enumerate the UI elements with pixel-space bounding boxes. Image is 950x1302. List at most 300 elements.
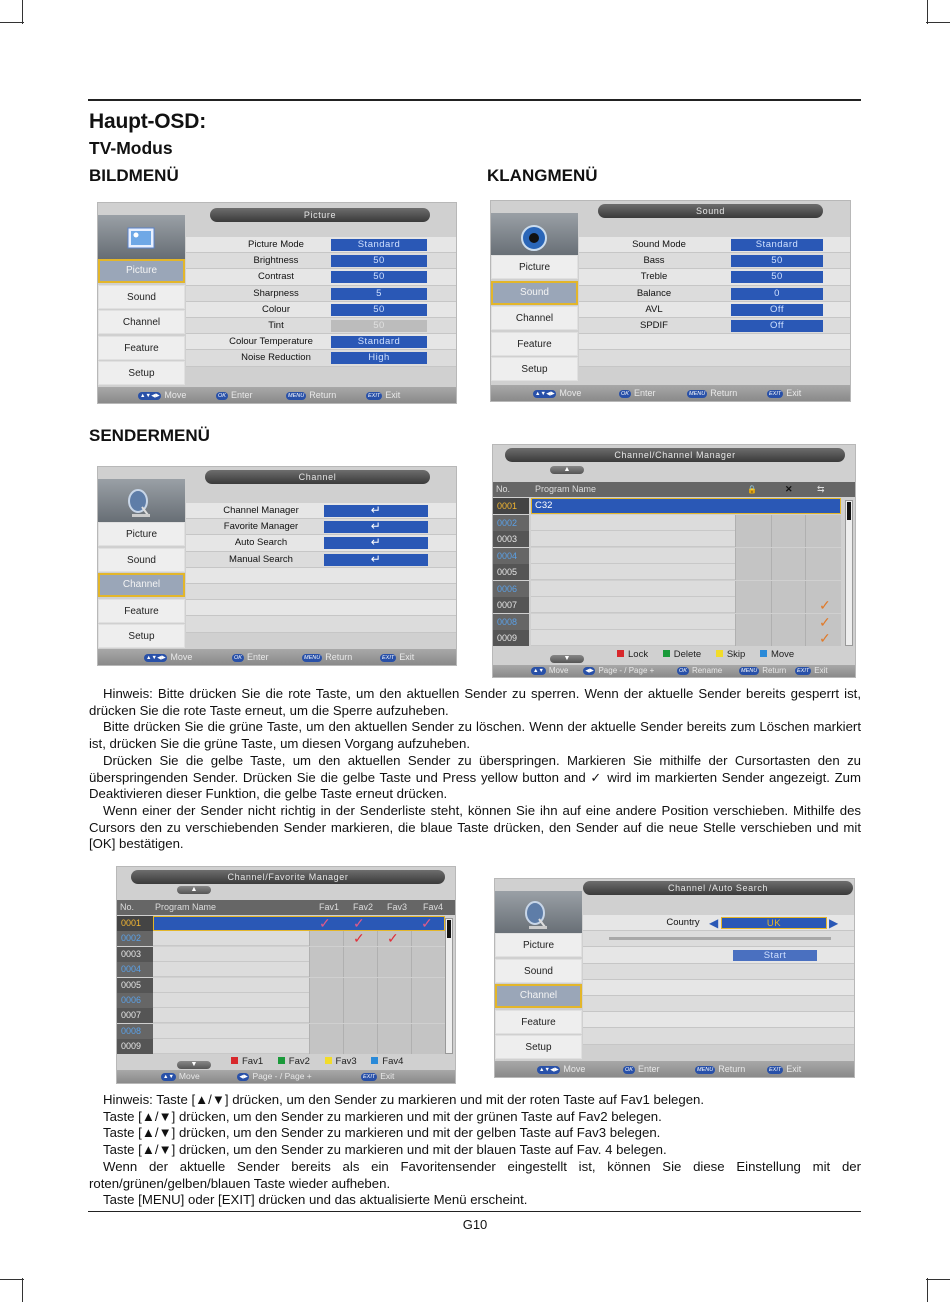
- picture-settings-list: [186, 237, 456, 367]
- sidebar-item-setup[interactable]: Setup: [98, 624, 185, 648]
- bottom-rule: [88, 1211, 861, 1212]
- exit-key-icon: EXIT: [382, 655, 395, 661]
- col-no: No.: [120, 902, 135, 912]
- menu-key-icon: MENU: [689, 391, 706, 397]
- setting-row[interactable]: [186, 535, 456, 551]
- channel-number: 0003: [493, 531, 529, 547]
- flag-cell: [771, 597, 807, 613]
- auto-search-title: Channel /Auto Search: [583, 881, 853, 895]
- setting-row-empty: [583, 1012, 854, 1028]
- channel-number: 0001: [493, 498, 529, 514]
- setting-label: Manual Search: [229, 553, 293, 565]
- picture-menu-sidebar: [98, 259, 185, 387]
- fav-cell: [377, 993, 411, 1008]
- channel-list-rows: [493, 498, 845, 648]
- paragraph: Hinweis: Bitte drücken Sie die rote Taste, um den aktuellen Sender zu sperren. Wenn der aktuelle Sender bereits gesperrt ist, drücken Sie die rote Taste erneut, um die Sperre aufzuheben.: [89, 686, 861, 718]
- paragraph: Taste [▲/▼] drücken, um den Sender zu markieren und mit der blauen Taste auf Fav. 4 belegen.: [103, 1142, 667, 1158]
- fav-cell: [411, 931, 445, 946]
- leftright-key-icon: ◀▶: [585, 668, 594, 674]
- menu-key-icon: MENU: [304, 655, 321, 661]
- picture-menu-title: Picture: [210, 208, 430, 222]
- hint-move: ▲▼ Move: [533, 666, 569, 675]
- program-name-field: [153, 978, 309, 993]
- progress-row: [583, 931, 854, 947]
- favorite-row[interactable]: [117, 978, 433, 993]
- fav-check-icon: ✓: [353, 915, 365, 931]
- channel-row[interactable]: [493, 597, 833, 613]
- channel-row[interactable]: [493, 581, 833, 597]
- setting-row-empty: [583, 964, 854, 980]
- channel-number: 0005: [117, 978, 153, 993]
- enter-arrow-icon: ↵: [324, 521, 428, 533]
- arrows-key-icon: ▲▼◀▶: [539, 1067, 559, 1073]
- setting-label: Sound Mode: [632, 239, 686, 250]
- hinweis-favorite-manager: [89, 1092, 861, 1209]
- updown-key-icon: ▲▼: [163, 1074, 174, 1080]
- channel-manager-footer: [493, 665, 855, 677]
- sidebar-item-picture[interactable]: Picture: [495, 933, 582, 957]
- setting-row-empty: [186, 568, 456, 584]
- favorite-manager-screen: [116, 866, 456, 1084]
- blue-key-icon: [371, 1057, 378, 1064]
- country-row[interactable]: [583, 915, 854, 931]
- fav-cell: [309, 962, 343, 977]
- hint-exit: EXIT Exit: [368, 390, 401, 400]
- paragraph: Taste [MENU] oder [EXIT] drücken und das aktualisierte Menü erscheint.: [103, 1192, 528, 1208]
- fav-cell: [377, 947, 411, 962]
- legend-fav3: Fav3: [325, 1056, 357, 1067]
- setting-row[interactable]: [579, 302, 850, 318]
- col-fav2: Fav2: [353, 902, 374, 912]
- fav-check-icon: ✓: [319, 915, 331, 931]
- program-name-field: [531, 630, 735, 646]
- crop-mark: [0, 22, 24, 23]
- setting-value: Standard: [331, 239, 427, 251]
- setting-label: Noise Reduction: [241, 352, 311, 364]
- setting-row[interactable]: [186, 519, 456, 535]
- favorite-row[interactable]: [117, 931, 433, 946]
- hinweis-channel-manager: [89, 686, 861, 853]
- channel-number: 0003: [117, 947, 153, 962]
- setting-row[interactable]: [186, 286, 456, 302]
- picture-menu-footer: [98, 387, 456, 403]
- channel-number: 0002: [493, 515, 529, 531]
- yellow-key-icon: [325, 1057, 332, 1064]
- section-title-sound: KLANGMENÜ: [487, 166, 598, 185]
- start-row: [583, 947, 854, 963]
- fav-cell: [411, 947, 445, 962]
- sidebar-item-channel[interactable]: Channel: [98, 573, 185, 597]
- setting-row[interactable]: [579, 269, 850, 285]
- top-rule: [88, 99, 861, 101]
- start-button[interactable]: Start: [733, 950, 817, 961]
- setting-row[interactable]: [186, 350, 456, 366]
- scroll-down-icon[interactable]: ▼: [550, 655, 584, 663]
- search-progress-bar: [609, 937, 831, 940]
- sidebar-item-sound[interactable]: Sound: [491, 281, 578, 305]
- setting-label: SPDIF: [640, 319, 668, 331]
- fav-cell: [309, 1039, 343, 1054]
- setting-label: Picture Mode: [248, 239, 304, 250]
- channel-list-scrollbar[interactable]: [845, 500, 853, 646]
- channel-row[interactable]: [493, 531, 833, 547]
- lock-icon: 🔒: [747, 485, 757, 494]
- hint-move: ▲▼◀▶ Move: [539, 1064, 586, 1074]
- sound-menu-footer: [491, 385, 850, 401]
- channel-row[interactable]: [493, 564, 833, 580]
- favorite-row[interactable]: [117, 916, 433, 931]
- program-name-field: [153, 1039, 309, 1054]
- arrows-key-icon: ▲▼◀▶: [140, 393, 160, 399]
- skip-check-icon: ✓: [819, 613, 831, 630]
- channel-number: 0004: [117, 962, 153, 977]
- sidebar-item-setup[interactable]: Setup: [98, 361, 185, 385]
- menu-key-icon: MENU: [741, 668, 758, 674]
- flag-cell: [735, 548, 771, 564]
- fav-cell: [411, 1008, 445, 1023]
- setting-row[interactable]: [186, 269, 456, 285]
- program-name-field: [531, 564, 735, 580]
- setting-label: Sharpness: [253, 287, 299, 299]
- green-key-icon: [278, 1057, 285, 1064]
- fav-cell: [411, 993, 445, 1008]
- ok-key-icon: OK: [679, 668, 687, 674]
- sidebar-item-picture[interactable]: Picture: [98, 522, 185, 546]
- skip-check-icon: ✓: [819, 597, 831, 613]
- setting-row[interactable]: [579, 237, 850, 253]
- channel-number: 0004: [493, 548, 529, 564]
- menu-key-icon: MENU: [697, 1067, 714, 1073]
- hint-return: MENU Return: [304, 652, 353, 662]
- paragraph: Taste [▲/▼] drücken, um den Sender zu markieren und mit der gelben Taste auf Fav3 belegen.: [103, 1125, 661, 1141]
- skip-icon: ⇆: [817, 484, 825, 494]
- fav-cell: [411, 1039, 445, 1054]
- setting-row[interactable]: [186, 237, 456, 253]
- legend-fav1: Fav1: [231, 1056, 263, 1067]
- setting-row-empty: [186, 600, 456, 616]
- channel-row[interactable]: [493, 630, 833, 646]
- fav-check-icon: ✓: [421, 915, 433, 931]
- picture-category-icon-box: [98, 215, 185, 265]
- fav-cell: [309, 1008, 343, 1023]
- flag-cell: [771, 614, 807, 630]
- hint-page: ◀▶ Page - / Page +: [585, 666, 655, 675]
- favorite-row[interactable]: [117, 962, 433, 977]
- setting-label: Bass: [643, 255, 665, 267]
- col-fav4: Fav4: [423, 902, 444, 912]
- favorite-manager-footer: [117, 1070, 455, 1083]
- sidebar-item-sound[interactable]: Sound: [98, 548, 185, 572]
- fav-cell: [309, 1024, 343, 1039]
- fav-cell: [309, 931, 343, 946]
- hint-page: ◀▶ Page - / Page +: [239, 1071, 312, 1081]
- col-program-name: Program Name: [535, 484, 597, 494]
- fav-cell: [377, 962, 411, 977]
- setting-value: 50: [731, 271, 823, 283]
- sidebar-item-feature[interactable]: Feature: [491, 332, 578, 356]
- auto-search-sidebar: [495, 933, 582, 1061]
- setting-value: 50: [331, 320, 427, 332]
- yellow-key-icon: [716, 650, 723, 657]
- arrows-key-icon: ▲▼◀▶: [535, 391, 555, 397]
- sidebar-item-setup[interactable]: Setup: [495, 1035, 582, 1059]
- hint-enter: OK Enter: [234, 652, 269, 662]
- setting-row[interactable]: [186, 334, 456, 350]
- channel-menu-sidebar: [98, 522, 185, 650]
- sidebar-item-setup[interactable]: Setup: [491, 357, 578, 381]
- paragraph: Wenn der aktuelle Sender bereits als ein Favoritensender eingestellt ist, können Sie diese Einstellung mit der roten/grünen/gelben/blauen Taste wieder aufheben.: [89, 1158, 861, 1191]
- sidebar-item-channel[interactable]: Channel: [98, 310, 185, 334]
- setting-value: 50: [331, 255, 427, 267]
- skip-check-icon: ✓: [819, 630, 831, 646]
- favorite-row[interactable]: [117, 1008, 433, 1023]
- flag-cell: [735, 515, 771, 531]
- hint-return: MENU Return: [741, 666, 787, 675]
- fav-check-icon: ✓: [353, 930, 365, 947]
- fav-cell: [377, 978, 411, 993]
- program-name-field: [153, 931, 309, 946]
- channel-number: 0001: [117, 916, 153, 931]
- auto-search-panel: [583, 915, 854, 1045]
- channel-number: 0006: [493, 581, 529, 597]
- paragraph: Bitte drücken Sie die grüne Taste, um den aktuellen Sender zu löschen. Wenn der aktuelle Sender bereits zum Löschen markiert ist, drücken Sie die grüne Taste, um diesen Vorgang aufzuheben.: [89, 719, 861, 752]
- scroll-up-icon[interactable]: ▲: [550, 466, 584, 474]
- setting-label: Auto Search: [234, 537, 288, 549]
- hint-enter: OK Enter: [621, 388, 656, 398]
- hint-enter: OK Enter: [218, 390, 253, 400]
- setting-row[interactable]: [186, 552, 456, 568]
- exit-key-icon: EXIT: [363, 1074, 376, 1080]
- scroll-thumb[interactable]: [847, 502, 851, 520]
- setting-row[interactable]: [186, 253, 456, 269]
- ok-key-icon: OK: [234, 655, 242, 661]
- setting-value: 0: [731, 288, 823, 300]
- setting-value: 50: [331, 271, 427, 283]
- exit-key-icon: EXIT: [368, 393, 381, 399]
- hint-move: ▲▼◀▶ Move: [140, 390, 187, 400]
- leftright-key-icon: ◀▶: [239, 1074, 248, 1080]
- col-fav1: Fav1: [319, 902, 340, 912]
- arrow-right-icon[interactable]: ▶: [829, 916, 839, 930]
- favorite-list-scrollbar[interactable]: [445, 918, 453, 1054]
- setting-row-empty: [579, 334, 850, 350]
- country-label: Country: [666, 917, 700, 928]
- legend-fav4: Fav4: [371, 1056, 403, 1067]
- sidebar-item-channel[interactable]: Channel: [495, 984, 582, 1008]
- channel-number: 0009: [493, 630, 529, 646]
- setting-value: Off: [731, 320, 823, 332]
- updown-key-icon: ▲▼: [533, 668, 544, 674]
- fav-cell: [343, 1008, 377, 1023]
- setting-label: AVL: [645, 303, 663, 315]
- hint-move: ▲▼◀▶ Move: [146, 652, 193, 662]
- channel-number: 0008: [117, 1024, 153, 1039]
- sidebar-item-sound[interactable]: Sound: [495, 959, 582, 983]
- fav-cell: [309, 978, 343, 993]
- scroll-up-icon[interactable]: ▲: [177, 886, 211, 894]
- channel-number: 0005: [493, 564, 529, 580]
- channel-settings-list: [186, 503, 456, 633]
- channel-menu-title: Channel: [205, 470, 430, 484]
- arrow-left-icon[interactable]: ◀: [709, 916, 719, 930]
- flag-cell: [735, 614, 771, 630]
- page-number: G10: [462, 1217, 488, 1232]
- favorite-row[interactable]: [117, 1024, 433, 1039]
- hint-enter: OK Enter: [625, 1064, 660, 1074]
- program-name-field: [531, 548, 735, 564]
- channel-row[interactable]: [493, 498, 833, 514]
- blue-key-icon: [760, 650, 767, 657]
- scroll-down-icon[interactable]: ▼: [177, 1061, 211, 1069]
- hint-move: ▲▼ Move: [163, 1071, 200, 1081]
- favorite-row[interactable]: [117, 993, 433, 1008]
- channel-list-header: [493, 482, 855, 497]
- setting-value: Standard: [331, 336, 427, 348]
- crop-mark: [22, 1278, 23, 1302]
- channel-number: 0006: [117, 993, 153, 1008]
- fav-cell: [343, 993, 377, 1008]
- fav-cell: [309, 993, 343, 1008]
- page-subheading: TV-Modus: [89, 138, 173, 158]
- sidebar-item-picture[interactable]: Picture: [98, 259, 185, 283]
- exit-key-icon: EXIT: [769, 1067, 782, 1073]
- ok-key-icon: OK: [218, 393, 226, 399]
- setting-row[interactable]: [186, 503, 456, 519]
- sidebar-item-picture[interactable]: Picture: [491, 255, 578, 279]
- hint-rename: OK Rename: [679, 666, 723, 675]
- setting-label: Contrast: [258, 271, 294, 283]
- setting-row[interactable]: [579, 318, 850, 334]
- channel-number: 0002: [117, 931, 153, 946]
- crop-mark: [926, 1279, 950, 1280]
- scroll-thumb[interactable]: [447, 920, 451, 938]
- legend-fav2: Fav2: [278, 1056, 310, 1067]
- legend-move: Move: [760, 649, 794, 660]
- hint-return: MENU Return: [697, 1064, 746, 1074]
- sound-menu-title: Sound: [598, 204, 823, 218]
- setting-value: Standard: [731, 239, 823, 251]
- paragraph: Drücken Sie die gelbe Taste, um den aktuellen Sender zu überspringen. Markieren Sie mithilfe der Cursortasten den zu überspringenden Sender. Drücken Sie die gelbe Taste und Press yellow button and ✓ wird im markierten Sender angezeigt. Zum Deaktivieren dieser Funktion, die gelbe Taste erneut drücken.: [89, 752, 861, 802]
- channel-number: 0007: [117, 1008, 153, 1023]
- fav-cell: [343, 947, 377, 962]
- favorite-row[interactable]: [117, 1039, 433, 1054]
- program-name-field: [153, 993, 309, 1008]
- crop-mark: [926, 22, 950, 23]
- auto-search-footer: [495, 1061, 854, 1077]
- paragraph: Wenn einer der Sender nicht richtig in der Senderliste steht, können Sie ihn auf eine andere Position verschieben. Mithilfe des Cursors den zu verschiebenden Sender markieren, die blaue Taste drücken, den Sender auf die neue Stelle verschieben und mit [OK] bestätigen.: [89, 802, 861, 852]
- channel-row[interactable]: [493, 515, 833, 531]
- favorite-list-rows: [117, 916, 445, 1056]
- hint-exit: EXIT Exit: [797, 666, 828, 675]
- flag-cell: [771, 531, 807, 547]
- country-value[interactable]: UK: [721, 917, 827, 929]
- favorite-list-header: [117, 900, 455, 915]
- setting-label: Balance: [636, 287, 672, 299]
- hint-move: ▲▼◀▶ Move: [535, 388, 582, 398]
- program-name-field: [531, 515, 735, 531]
- sidebar-item-channel[interactable]: Channel: [491, 306, 578, 330]
- sidebar-item-feature[interactable]: Feature: [98, 599, 185, 623]
- flag-cell: [771, 581, 807, 597]
- flag-cell: [735, 564, 771, 580]
- setting-row-empty: [583, 1028, 854, 1044]
- favorite-row[interactable]: [117, 947, 433, 962]
- col-no: No.: [496, 484, 511, 494]
- setting-label: Tint: [268, 319, 284, 331]
- auto-search-screen: [494, 878, 855, 1078]
- setting-value: 50: [331, 304, 427, 316]
- channel-row[interactable]: [493, 614, 833, 630]
- program-name-field: C32: [531, 498, 841, 514]
- channel-row[interactable]: [493, 548, 833, 564]
- fav-cell: [411, 978, 445, 993]
- setting-label: Colour: [262, 303, 290, 315]
- setting-row-empty: [583, 996, 854, 1012]
- setting-row[interactable]: [579, 253, 850, 269]
- crop-mark: [22, 0, 23, 24]
- exit-key-icon: EXIT: [769, 391, 782, 397]
- flag-cell: [735, 531, 771, 547]
- channel-number: 0009: [117, 1039, 153, 1054]
- fav-cell: [411, 962, 445, 977]
- enter-arrow-icon: ↵: [324, 554, 428, 566]
- fav-cell: [343, 1039, 377, 1054]
- legend-delete: Delete: [663, 649, 701, 660]
- hint-exit: EXIT Exit: [363, 1071, 395, 1081]
- delete-icon: ✕: [785, 484, 793, 494]
- setting-row[interactable]: [579, 286, 850, 302]
- hint-return: MENU Return: [689, 388, 738, 398]
- setting-value: Off: [731, 304, 823, 316]
- col-fav3: Fav3: [387, 902, 408, 912]
- sidebar-item-sound[interactable]: Sound: [98, 285, 185, 309]
- picture-menu-screen: [97, 202, 457, 404]
- legend-skip: Skip: [716, 649, 745, 660]
- setting-value: High: [331, 352, 427, 364]
- hint-exit: EXIT Exit: [382, 652, 415, 662]
- exit-key-icon: EXIT: [797, 668, 810, 674]
- flag-cell: [771, 515, 807, 531]
- program-name-field: [153, 962, 309, 977]
- flag-cell: [805, 581, 841, 597]
- setting-row[interactable]: [186, 302, 456, 318]
- paragraph: Hinweis: Taste [▲/▼] drücken, um den Sender zu markieren und mit der roten Taste auf Fav1 belegen.: [103, 1092, 705, 1107]
- hint-exit: EXIT Exit: [769, 1064, 802, 1074]
- legend-lock: Lock: [617, 649, 648, 660]
- setting-row[interactable]: [186, 318, 456, 334]
- fav-cell: [343, 962, 377, 977]
- flag-cell: [805, 548, 841, 564]
- crop-mark: [927, 1278, 928, 1302]
- sidebar-item-feature[interactable]: Feature: [495, 1010, 582, 1034]
- program-name-field: [531, 614, 735, 630]
- sidebar-item-feature[interactable]: Feature: [98, 336, 185, 360]
- setting-row-empty: [186, 616, 456, 632]
- flag-cell: [805, 564, 841, 580]
- red-key-icon: [231, 1057, 238, 1064]
- ok-key-icon: OK: [625, 1067, 633, 1073]
- flag-cell: [735, 581, 771, 597]
- hint-exit: EXIT Exit: [769, 388, 802, 398]
- setting-value: 5: [331, 288, 427, 300]
- paragraph: Taste [▲/▼] drücken, um den Sender zu markieren und mit der grünen Taste auf Fav2 belegen.: [103, 1108, 662, 1124]
- channel-manager-title: Channel/Channel Manager: [505, 448, 845, 462]
- flag-cell: [771, 564, 807, 580]
- fav-cell: [343, 978, 377, 993]
- flag-cell: [735, 597, 771, 613]
- sound-settings-list: [579, 237, 850, 367]
- setting-row-empty: [579, 350, 850, 366]
